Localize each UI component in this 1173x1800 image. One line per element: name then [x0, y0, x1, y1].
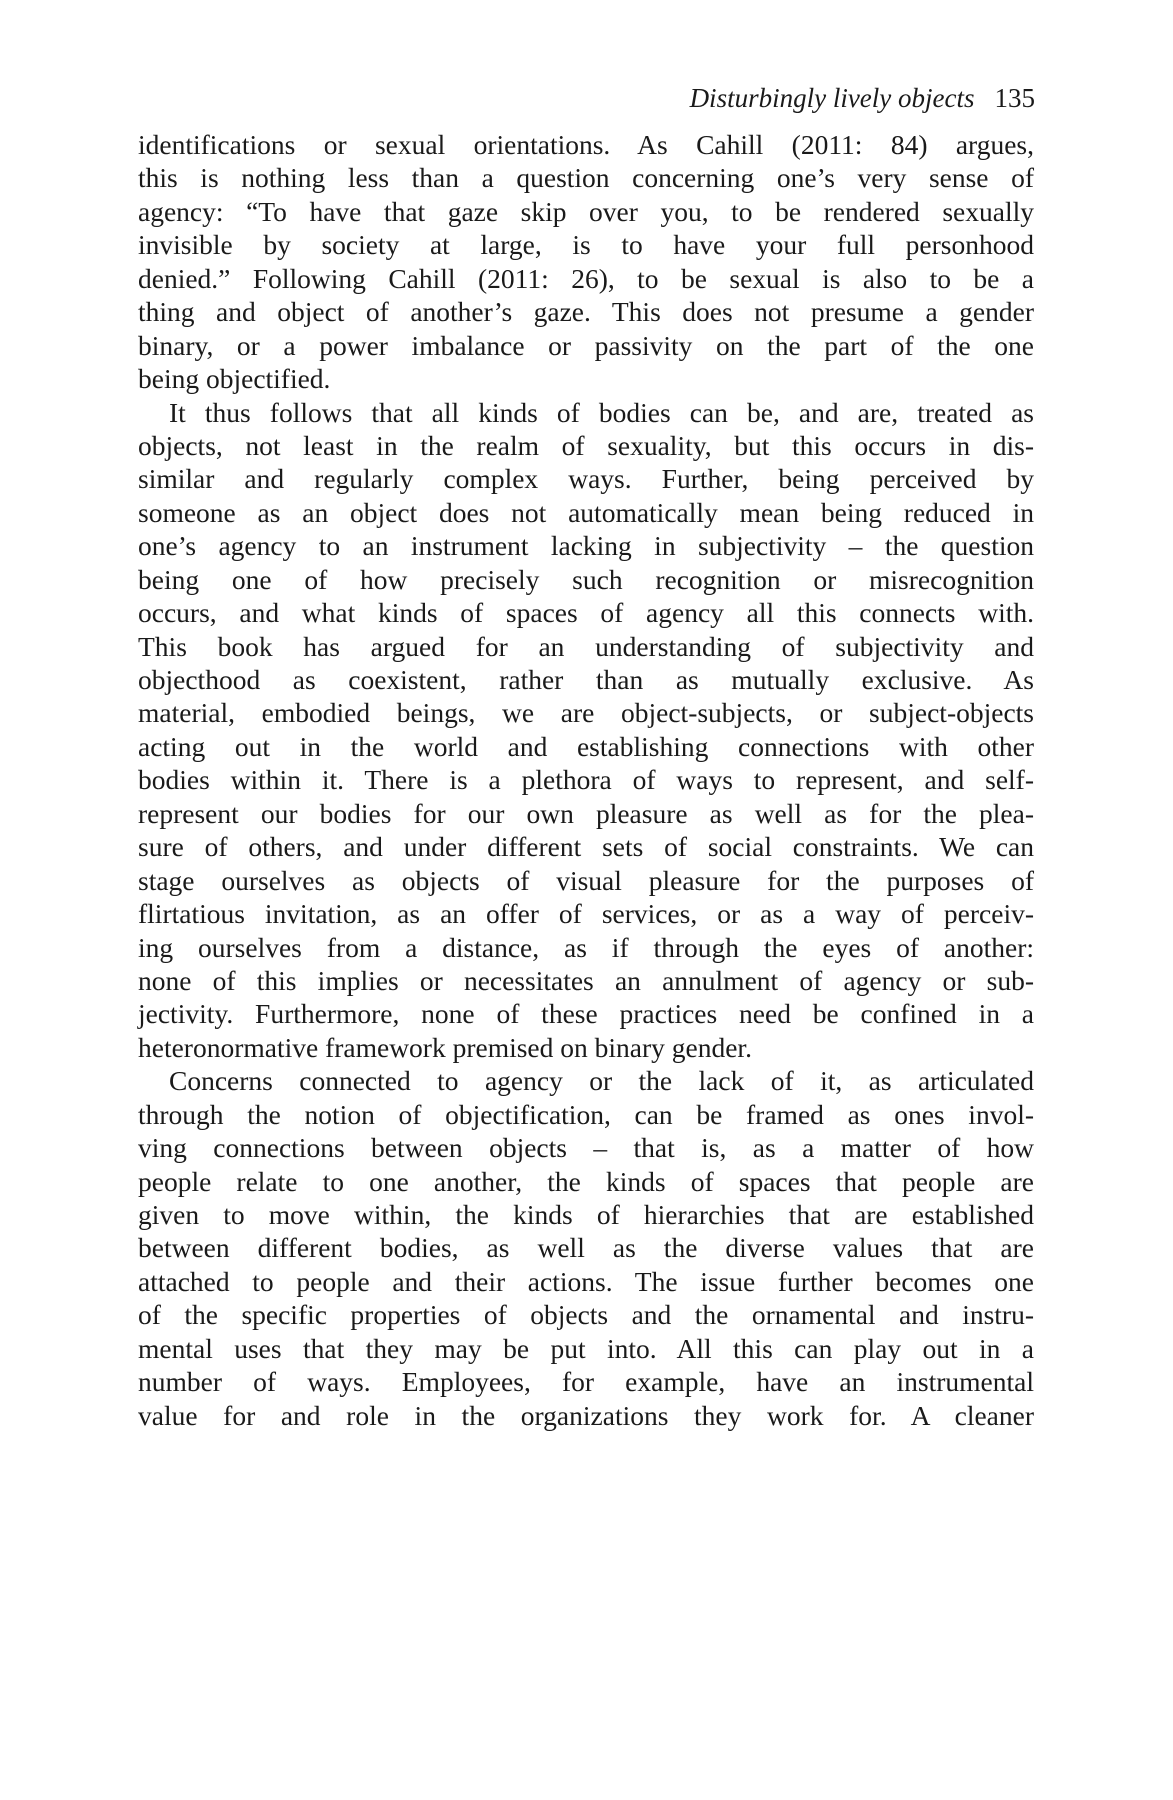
text-line: through the notion of objectification, can be framed as ones invol-: [138, 1098, 1034, 1130]
text-line: material, embodied beings, we are object-subjects, or subject-objects: [138, 697, 1034, 729]
text-line: attached to people and their actions. The issue further becomes one: [138, 1265, 1034, 1297]
text-line: number of ways. Employees, for example, have an instrumental: [138, 1366, 1034, 1398]
text-line: acting out in the world and establishing connections with other: [138, 730, 1034, 762]
body-text: [138, 128, 1034, 1432]
text-line: being one of how precisely such recognition or misrecognition: [138, 563, 1034, 595]
text-line: one’s agency to an instrument lacking in subjectivity – the question: [138, 530, 1034, 562]
text-line: none of this implies or necessitates an annulment of agency or sub-: [138, 964, 1034, 996]
text-line: occurs, and what kinds of spaces of agency all this connects with.: [138, 597, 1034, 629]
text-line: of the specific properties of objects and the ornamental and instru-: [138, 1299, 1034, 1331]
text-line: agency: “To have that gaze skip over you, to be rendered sexually: [138, 195, 1034, 227]
text-line: people relate to one another, the kinds of spaces that people are: [138, 1165, 1034, 1197]
text-line: invisible by society at large, is to have your full personhood: [138, 229, 1034, 261]
text-line: someone as an object does not automatically mean being reduced in: [138, 496, 1034, 528]
text-line: objecthood as coexistent, rather than as mutually exclusive. As: [138, 664, 1034, 695]
text-line: identifications or sexual orientations. As Cahill (2011: 84) argues,: [138, 129, 1034, 160]
text-line: sure of others, and under different sets of social constraints. We can: [138, 831, 1034, 863]
page-number: 135: [994, 83, 1035, 113]
running-head: [690, 82, 1035, 114]
paragraph-1: [138, 128, 1034, 396]
paragraph-3: [138, 1064, 1034, 1432]
text-line: This book has argued for an understanding of subjectivity and: [138, 630, 1034, 662]
text-line: objects, not least in the realm of sexuality, but this occurs in dis-: [138, 429, 1034, 461]
text-line: thing and object of another’s gaze. This does not presume a gender: [138, 296, 1034, 328]
text-line: stage ourselves as objects of visual pleasure for the purposes of: [138, 864, 1034, 896]
text-line: heteronormative framework premised on binary gender.: [138, 1031, 752, 1063]
text-line: denied.” Following Cahill (2011: 26), to be sexual is also to be a: [138, 262, 1034, 294]
text-line: binary, or a power imbalance or passivity on the part of the one: [138, 329, 1034, 361]
text-line: represent our bodies for our own pleasure as well as for the plea-: [138, 797, 1034, 829]
text-line: flirtatious invitation, as an offer of services, or as a way of perceiv-: [138, 898, 1034, 930]
text-line: It thus follows that all kinds of bodies can be, and are, treated as: [169, 396, 1034, 428]
text-line: bodies within it. There is a plethora of ways to represent, and self-: [138, 764, 1034, 796]
text-line: between different bodies, as well as the diverse values that are: [138, 1232, 1034, 1264]
text-line: jectivity. Furthermore, none of these practices need be confined in a: [138, 998, 1034, 1030]
text-line: Concerns connected to agency or the lack of it, as articulated: [169, 1065, 1034, 1097]
text-line: similar and regularly complex ways. Further, being perceived by: [138, 463, 1034, 495]
text-line: being objectified.: [138, 363, 331, 395]
text-line: this is nothing less than a question concerning one’s very sense of: [138, 162, 1034, 194]
paragraph-2: [138, 396, 1034, 1065]
chapter-title: Disturbingly lively objects: [689, 83, 975, 113]
text-line: ing ourselves from a distance, as if through the eyes of another:: [138, 931, 1034, 963]
text-line: value for and role in the organizations they work for. A cleaner: [138, 1399, 1034, 1431]
text-line: given to move within, the kinds of hierarchies that are established: [138, 1199, 1034, 1230]
text-line: ving connections between objects – that is, as a matter of how: [138, 1132, 1034, 1164]
text-line: mental uses that they may be put into. All this can play out in a: [138, 1332, 1034, 1364]
